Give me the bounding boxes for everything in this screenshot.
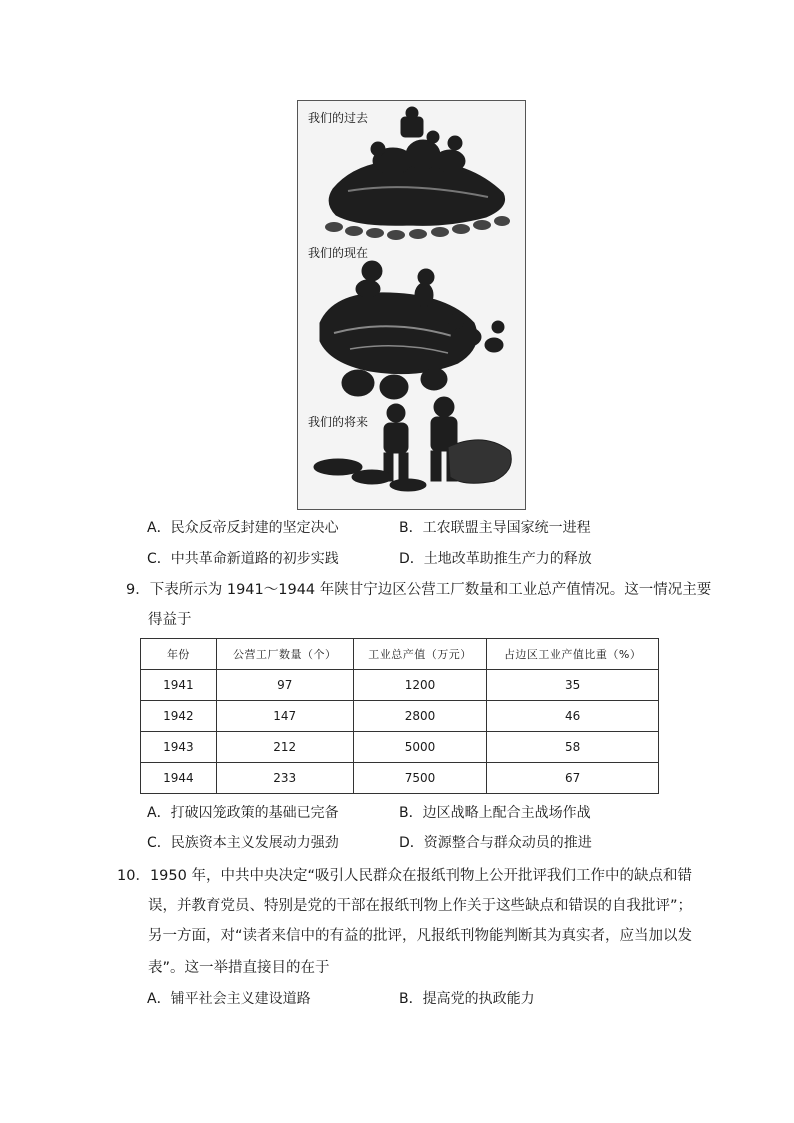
q9-option-c[interactable]: C．民族资本主义发展动力强劲 <box>147 835 339 851</box>
q8-option-row-1 <box>147 518 707 538</box>
q10-stem-line-1: 10．1950 年，中共中央决定“吸引人民群众在报纸刊物上公开批评我们工作中的缺点和错 <box>117 868 692 884</box>
panel-caption-past: 我们的过去 <box>308 111 369 125</box>
q10-option-row-1 <box>147 989 707 1009</box>
panel-caption-future: 我们的将来 <box>308 415 369 429</box>
q9-number: 9． <box>126 582 150 598</box>
q8-option-d[interactable]: D．土地改革助推生产力的释放 <box>399 551 592 567</box>
q8-option-row-2 <box>147 549 707 569</box>
q10-number: 10． <box>117 868 150 884</box>
table-cell: 233 <box>216 763 353 794</box>
cartoon-panel-present <box>320 261 504 399</box>
table-cell: 1200 <box>353 670 487 701</box>
table-cell: 147 <box>216 701 353 732</box>
table-cell: 1942 <box>141 701 217 732</box>
table-cell: 1944 <box>141 763 217 794</box>
q9-option-row-2 <box>147 833 707 853</box>
table-header-row <box>141 639 659 670</box>
q10-stem-line-4: 表”。这一举措直接目的在于 <box>148 960 330 976</box>
q8-option-a[interactable]: A．民众反帝反封建的坚定决心 <box>147 520 339 536</box>
q10-option-b[interactable]: B．提高党的执政能力 <box>399 991 535 1007</box>
table-cell: 97 <box>216 670 353 701</box>
table-cell: 1941 <box>141 670 217 701</box>
table-cell: 35 <box>487 670 659 701</box>
cartoon-figure <box>297 100 526 510</box>
table-row <box>141 732 659 763</box>
q8-option-b[interactable]: B．工农联盟主导国家统一进程 <box>399 520 591 536</box>
table-cell: 2800 <box>353 701 487 732</box>
q9-stem-line-1: 9．下表所示为 1941～1944 年陕甘宁边区公营工厂数量和工业总产值情况。这一情况主要 <box>126 582 712 598</box>
q9-option-row-1 <box>147 803 707 823</box>
q10-option-a[interactable]: A．铺平社会主义建设道路 <box>147 991 311 1007</box>
panel-caption-present: 我们的现在 <box>308 246 369 260</box>
q10-stem-line-2: 误，并教育党员、特别是党的干部在报纸刊物上作关于这些缺点和错误的自我批评”； <box>148 898 693 914</box>
cartoon-panel-past <box>325 107 510 240</box>
table-row <box>141 701 659 732</box>
table-header: 占边区工业产值比重（%） <box>487 639 659 670</box>
table-cell: 212 <box>216 732 353 763</box>
table-header: 工业总产值（万元） <box>353 639 487 670</box>
table-header: 公营工厂数量（个） <box>216 639 353 670</box>
q9-data-table <box>140 638 659 794</box>
q10-stem-line-3: 另一方面，对“读者来信中的有益的批评，凡报纸刊物能判断其为真实者，应当加以发 <box>148 928 693 944</box>
q9-option-d[interactable]: D．资源整合与群众动员的推进 <box>399 835 592 851</box>
table-row <box>141 670 659 701</box>
cartoon-illustration <box>298 101 525 509</box>
table-cell: 7500 <box>353 763 487 794</box>
q9-option-b[interactable]: B．边区战略上配合主战场作战 <box>399 805 591 821</box>
table-cell: 1943 <box>141 732 217 763</box>
table-cell: 5000 <box>353 732 487 763</box>
table-cell: 58 <box>487 732 659 763</box>
table-header: 年份 <box>141 639 217 670</box>
table-row <box>141 763 659 794</box>
q9-stem-line-2: 得益于 <box>148 612 192 628</box>
q8-option-c[interactable]: C．中共革命新道路的初步实践 <box>147 551 339 567</box>
table-cell: 46 <box>487 701 659 732</box>
cartoon-panel-future <box>314 397 511 491</box>
q9-option-a[interactable]: A．打破囚笼政策的基础已完备 <box>147 805 339 821</box>
table-cell: 67 <box>487 763 659 794</box>
